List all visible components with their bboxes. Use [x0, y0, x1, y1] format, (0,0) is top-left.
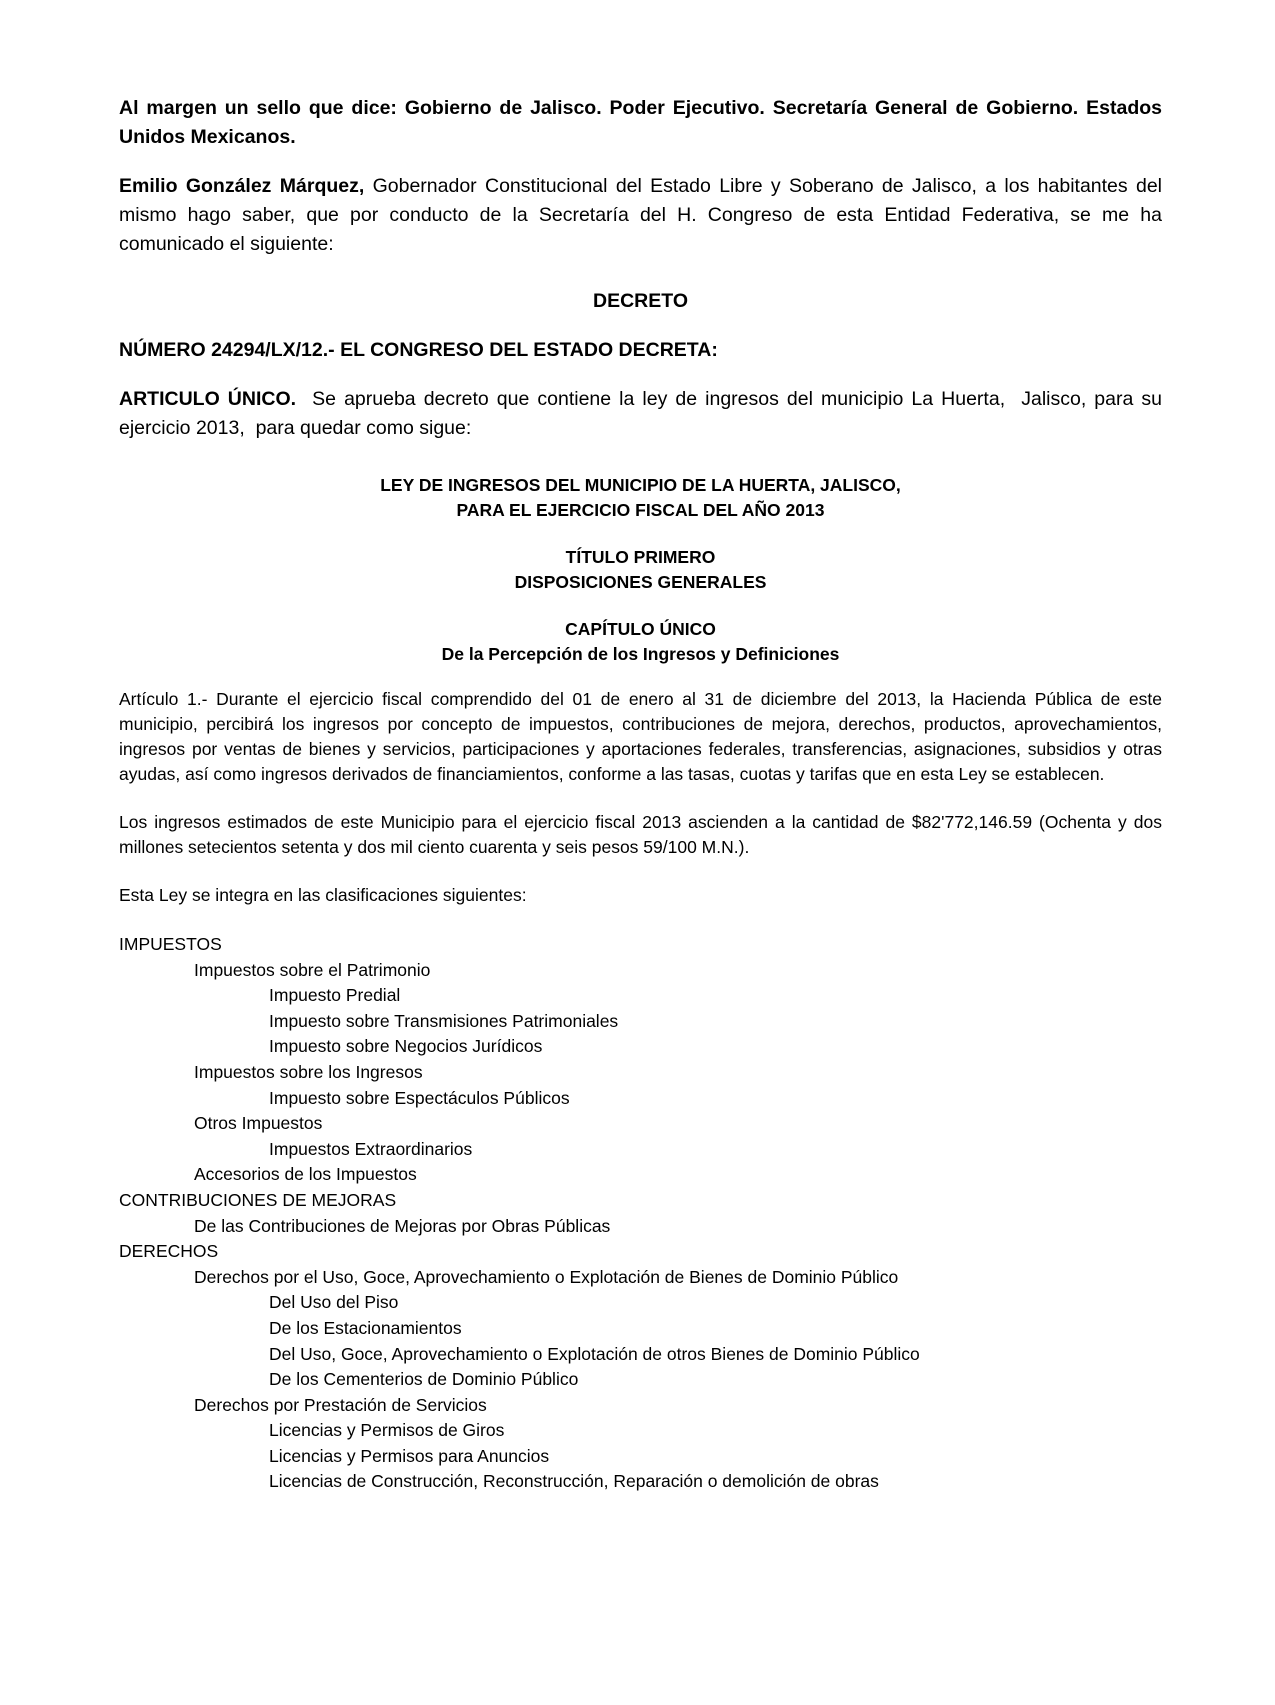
chapter-line-1: CAPÍTULO ÚNICO	[565, 619, 716, 639]
decree-number: NÚMERO 24294/LX/12.- EL CONGRESO DEL ESTADO DECRETA:	[119, 339, 718, 361]
list-item: CONTRIBUCIONES DE MEJORAS	[119, 1189, 397, 1210]
list-item: IMPUESTOS	[119, 934, 222, 954]
law-title-line-1: LEY DE INGRESOS DEL MUNICIPIO DE LA HUERTA, JALISCO,	[380, 475, 901, 495]
list-item: Impuestos sobre los Ingresos	[194, 1061, 423, 1082]
list-item: Del Uso del Piso	[269, 1292, 399, 1313]
list-item: Licencias de Construcción, Reconstrucción, Reparación o demolición de obras	[269, 1471, 879, 1492]
article-1: Artículo 1.- Durante el ejercicio fiscal comprendido del 01 de enero al 31 de diciembre del 2013, la Hacienda Pública de este municipio, percibirá los ingresos por concepto de impuestos, contribuciones de mejora, derechos, productos, aprovechamientos, ingresos por ventas de bienes y servicios, participaciones y aportaciones federales, transferencias, asignaciones, subsidios y otras ayudas, así como ingresos derivados de financiamientos, conforme a las tasas, cuotas y tarifas que en esta Ley se establecen.	[119, 689, 1162, 784]
title-section	[119, 545, 1162, 595]
list-item: Impuestos sobre el Patrimonio	[194, 959, 431, 980]
list-item: Impuesto sobre Espectáculos Públicos	[269, 1087, 570, 1108]
margin-note: Al margen un sello que dice: Gobierno de Jalisco. Poder Ejecutivo. Secretaría General de Gobierno. Estados Unidos Mexicanos.	[119, 97, 1162, 148]
list-item: Licencias y Permisos para Anuncios	[269, 1445, 550, 1466]
list-item: Impuesto sobre Negocios Jurídicos	[269, 1036, 543, 1057]
document-page	[119, 94, 1168, 1495]
decree-title: DECRETO	[593, 290, 688, 312]
chapter-line-2: De la Percepción de los Ingresos y Definiciones	[441, 644, 840, 664]
intro-paragraph	[119, 172, 1162, 259]
law-title-line-2: PARA EL EJERCICIO FISCAL DEL AÑO 2013	[456, 500, 825, 520]
list-item: Otros Impuestos	[194, 1113, 323, 1134]
list-item: Derechos por Prestación de Servicios	[194, 1394, 487, 1415]
list-item: Del Uso, Goce, Aprovechamiento o Explotación de otros Bienes de Dominio Público	[269, 1343, 920, 1364]
intro-text: Gobernador Constitucional del Estado Libre y Soberano de Jalisco, a los habitantes del mismo hago saber, que por conducto de la Secretaría del H. Congreso de esta Entidad Federativa, se me ha comunicado el siguiente:	[119, 175, 1162, 255]
chapter-heading	[119, 617, 1162, 667]
classification-list	[119, 932, 1162, 1495]
list-item: Impuesto sobre Transmisiones Patrimoniales	[269, 1010, 619, 1031]
list-item: De las Contribuciones de Mejoras por Obras Públicas	[194, 1215, 611, 1236]
list-item: Impuesto Predial	[269, 985, 401, 1006]
article-unique-text: Se aprueba decreto que contiene la ley de ingresos del municipio La Huerta, Jalisco, para su ejercicio 2013, para quedar como sigue:	[119, 388, 1168, 439]
governor-name: Emilio González Márquez,	[119, 175, 365, 197]
list-item: De los Cementerios de Dominio Público	[269, 1369, 579, 1390]
list-item: Licencias y Permisos de Giros	[269, 1420, 505, 1441]
list-item: Impuestos Extraordinarios	[269, 1138, 473, 1159]
article-unique-paragraph	[119, 385, 1168, 443]
list-item: DERECHOS	[119, 1241, 219, 1262]
list-item: Accesorios de los Impuestos	[194, 1164, 417, 1185]
estimated-income: Los ingresos estimados de este Municipio para el ejercicio fiscal 2013 ascienden a la cantidad de $82'772,146.59 (Ochenta y dos millones setecientos setenta y dos mil ciento cuarenta y seis pesos 59/100 M.N.).	[119, 812, 1162, 857]
classification-intro: Esta Ley se integra en las clasificaciones siguientes:	[119, 885, 527, 905]
list-item: Derechos por el Uso, Goce, Aprovechamiento o Explotación de Bienes de Dominio Público	[194, 1266, 899, 1287]
list-item: De los Estacionamientos	[269, 1317, 462, 1338]
article-unique-label: ARTICULO ÚNICO.	[119, 388, 297, 410]
title-section-line-2: DISPOSICIONES GENERALES	[514, 572, 767, 592]
law-title	[119, 473, 1162, 523]
title-section-line-1: TÍTULO PRIMERO	[565, 547, 716, 567]
